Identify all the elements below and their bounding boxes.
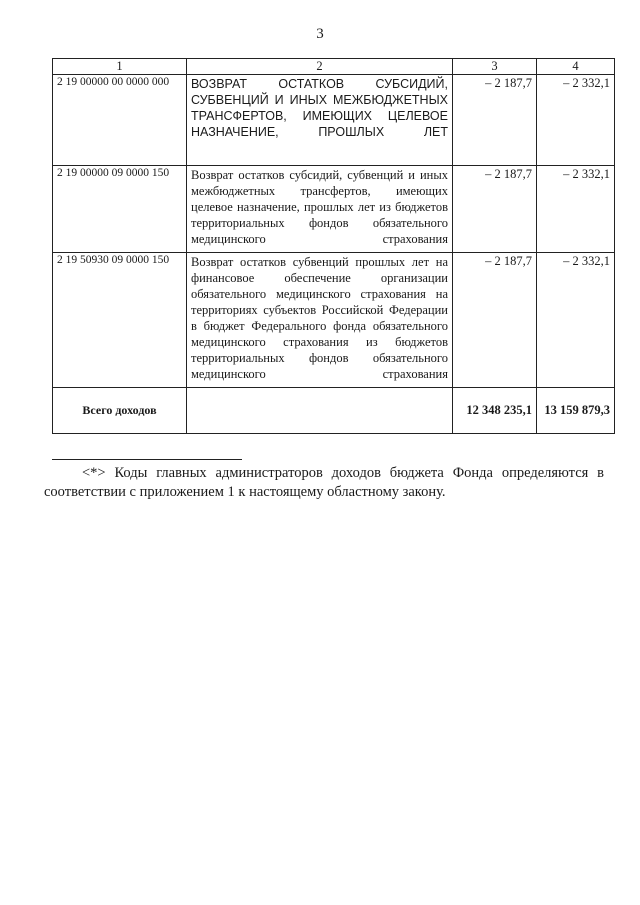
value-column-4: – 2 332,1: [537, 166, 615, 253]
revenue-table: [52, 58, 615, 434]
total-empty-cell: [187, 388, 453, 434]
total-value-column-4: 13 159 879,3: [537, 388, 615, 434]
value-column-3: – 2 187,7: [453, 75, 537, 166]
value-column-4: – 2 332,1: [537, 253, 615, 388]
revenue-code: 2 19 50930 09 0000 150: [53, 253, 187, 388]
column-header-2: 2: [187, 59, 453, 75]
value-column-3: – 2 187,7: [453, 253, 537, 388]
table-row: [53, 166, 615, 253]
column-header-1: 1: [53, 59, 187, 75]
footnote-divider: [52, 459, 242, 460]
value-column-3: – 2 187,7: [453, 166, 537, 253]
revenue-code: 2 19 00000 09 0000 150: [53, 166, 187, 253]
value-column-4: – 2 332,1: [537, 75, 615, 166]
revenue-name: Возврат остатков субвенций прошлых лет на финансовое обеспечение организации обязательного медицинского страхования на территориях субъектов Российской Федерации в бюджет Федерального фонда обязательного медицинского страхования из бюджетов территориальных фондов обязательного медицинского страхования: [187, 253, 453, 388]
page-number: 3: [316, 26, 324, 42]
column-header-4: 4: [537, 59, 615, 75]
total-row: [53, 388, 615, 434]
footnote: <*> Коды главных администраторов доходов бюджета Фонда определяются в соответствии с приложением 1 к настоящему областному закону.: [44, 465, 604, 500]
table-row: [53, 75, 615, 166]
total-value-column-3: 12 348 235,1: [453, 388, 537, 434]
table-header-row: [53, 59, 615, 75]
total-label: Всего доходов: [53, 388, 187, 434]
table-row: [53, 253, 615, 388]
revenue-code: 2 19 00000 00 0000 000: [53, 75, 187, 166]
revenue-name: ВОЗВРАТ ОСТАТКОВ СУБСИДИЙ, СУБВЕНЦИЙ И ИНЫХ МЕЖБЮДЖЕТНЫХ ТРАНСФЕРТОВ, ИМЕЮЩИХ ЦЕЛЕВОЕ НАЗНАЧЕНИЕ, ПРОШЛЫХ ЛЕТ: [187, 75, 453, 166]
column-header-3: 3: [453, 59, 537, 75]
revenue-name: Возврат остатков субсидий, субвенций и иных межбюджетных трансфертов, имеющих целевое назначение, прошлых лет из бюджетов территориальных фондов обязательного медицинского страхования: [187, 166, 453, 253]
